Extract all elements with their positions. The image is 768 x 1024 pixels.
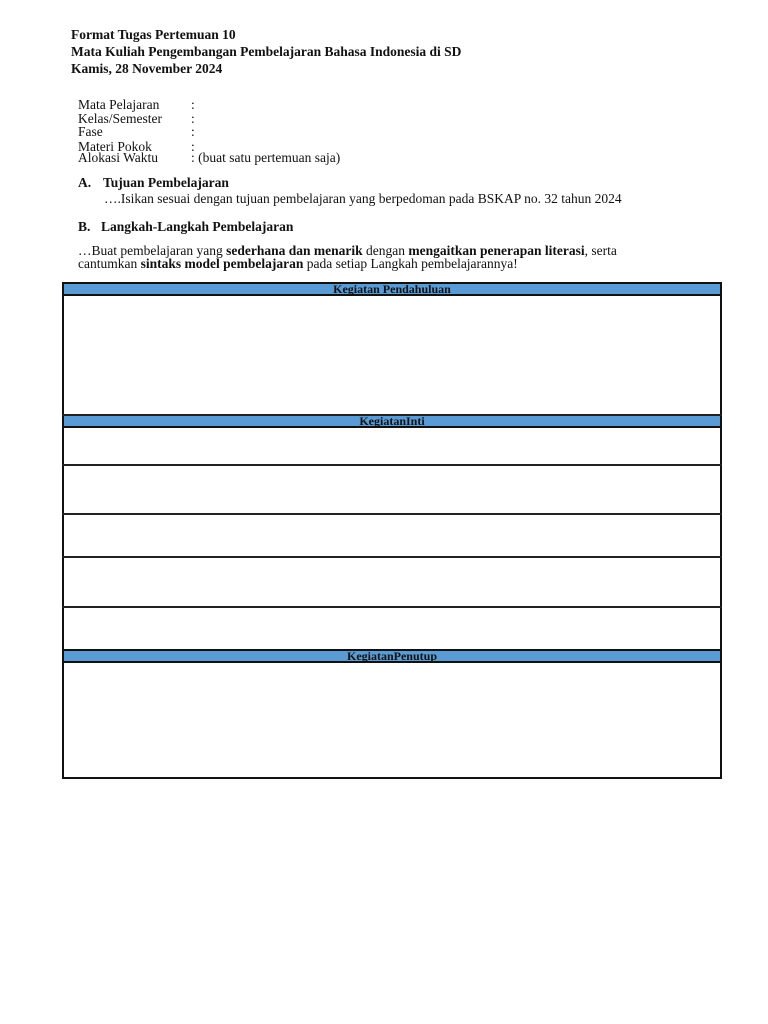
cell-inti-1[interactable] (63, 427, 721, 465)
section-b-heading (78, 219, 293, 235)
section-number: B. (78, 219, 91, 234)
header-penutup: KegiatanPenutup (63, 650, 721, 662)
identity-label: Materi Pokok (78, 139, 152, 154)
identity-row-subject (78, 98, 195, 112)
cell-penutup[interactable] (63, 662, 721, 778)
text-run: , serta (584, 243, 617, 258)
section-a-heading (78, 175, 229, 191)
doc-title: Format Tugas Pertemuan 10 (71, 27, 236, 42)
section-a-text: ….Isikan sesuai dengan tujuan pembelajaran yang berpedoman pada BSKAP no. 32 tahun 2024 (104, 191, 622, 206)
section-b-text (78, 244, 718, 270)
identity-value: : (191, 139, 195, 154)
text-run-bold: sintaks model pembelajaran (140, 256, 304, 271)
text-run: cantumkan (78, 256, 141, 271)
identity-value: : (buat satu pertemuan saja) (191, 150, 341, 165)
identity-label: Mata Pelajaran (78, 97, 160, 112)
header-inti: KegiatanInti (63, 415, 721, 427)
cell-inti-5[interactable] (63, 607, 721, 650)
identity-value: : (191, 124, 195, 139)
identity-label: Alokasi Waktu (78, 150, 159, 165)
learning-steps-table (62, 282, 722, 779)
section-title: Langkah-Langkah Pembelajaran (101, 219, 294, 234)
identity-row-time (78, 151, 340, 165)
cell-inti-3[interactable] (63, 514, 721, 557)
identity-row-phase (78, 125, 195, 139)
doc-date: Kamis, 28 November 2024 (71, 61, 223, 76)
header-pendahuluan: Kegiatan Pendahuluan (63, 283, 721, 295)
cell-pendahuluan[interactable] (63, 295, 721, 415)
identity-label: Kelas/Semester (78, 111, 162, 126)
text-run-bold: sederhana dan menarik (226, 243, 363, 258)
text-run-bold: mengaitkan penerapan literasi (408, 243, 585, 258)
section-number: A. (78, 175, 92, 190)
identity-label: Fase (78, 124, 103, 139)
text-run: dengan (362, 243, 409, 258)
text-run: …Buat pembelajaran yang (78, 243, 227, 258)
identity-value: : (191, 111, 195, 126)
section-title: Tujuan Pembelajaran (103, 175, 229, 190)
identity-value: : (191, 97, 195, 112)
course-name: Mata Kuliah Pengembangan Pembelajaran Bahasa Indonesia di SD (71, 44, 462, 59)
cell-inti-2[interactable] (63, 465, 721, 514)
text-run: pada setiap Langkah pembelajarannya! (303, 256, 518, 271)
cell-inti-4[interactable] (63, 557, 721, 607)
